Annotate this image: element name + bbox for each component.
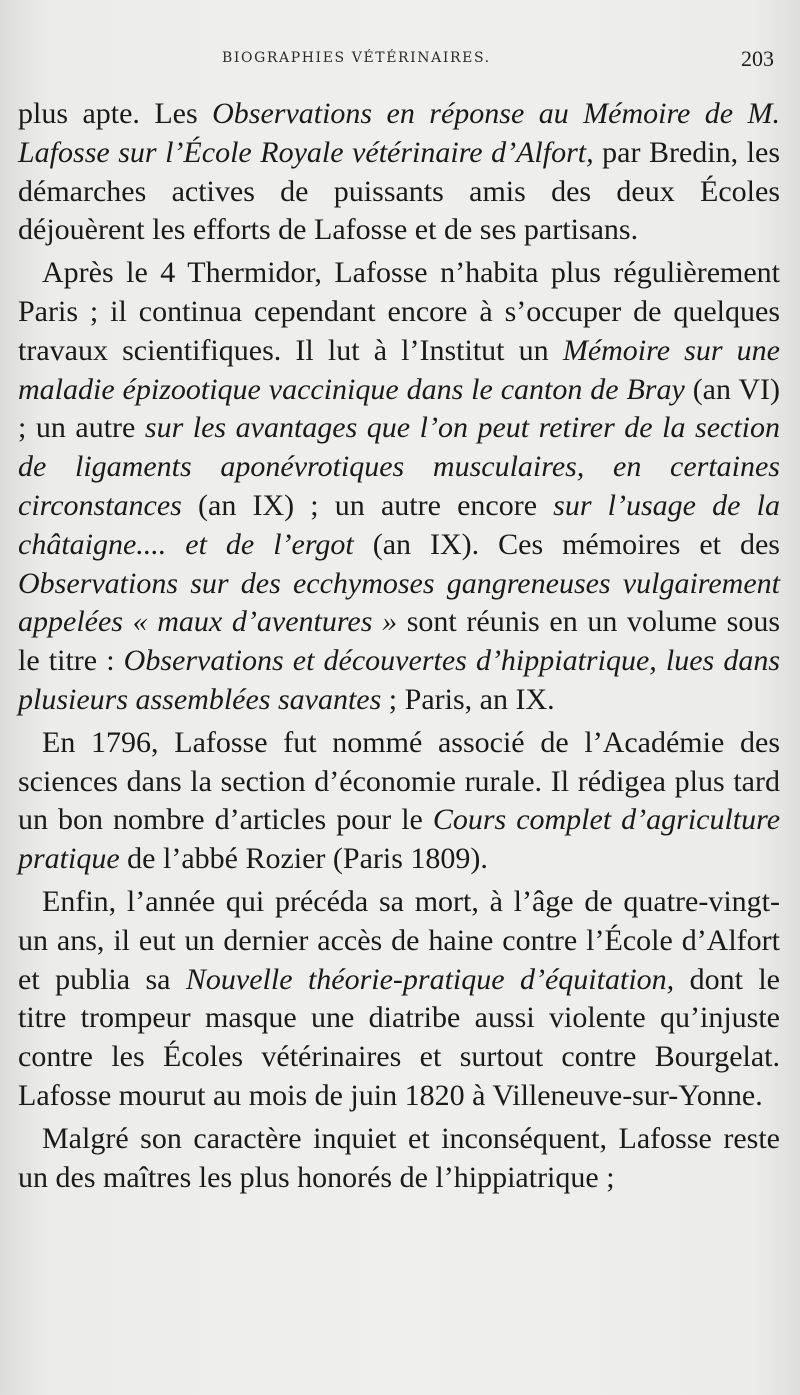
book-page bbox=[18, 0, 780, 1395]
paragraph-5 bbox=[18, 1120, 780, 1198]
paragraph-5-text-a: Malgré son caractère inquiet et inconséquent, Lafosse reste un des maîtres les plus honorés de l’hippiatrique ; bbox=[18, 1121, 780, 1194]
paragraph-2-text-i: sont réunis en un volume sous le titre : bbox=[18, 605, 780, 678]
paragraph-3-text-c: de l’abbé Rozier (Paris 1809). bbox=[119, 842, 488, 876]
body-text bbox=[18, 95, 780, 1197]
paragraph-2-text-k: ; Paris, an IX. bbox=[381, 682, 555, 716]
paragraph-2-text-e: (an IX) ; un autre encore bbox=[181, 488, 554, 522]
paragraph-2 bbox=[18, 254, 780, 720]
paragraph-4-italic-theorie: Nouvelle théorie-pratique d’équitation, bbox=[185, 962, 675, 996]
paragraph-2-italic-memoire: Mémoire sur une maladie épizootique vaccinique dans le canton de Bray bbox=[18, 333, 780, 406]
paragraph-3-italic-cours: Cours complet d’agriculture pratique bbox=[18, 803, 781, 876]
paragraph-2-italic-chataigne: sur l’usage de la châtaigne.... et de l’ergot bbox=[18, 488, 780, 561]
paragraph-1 bbox=[18, 95, 780, 250]
paragraph-2-text-a: Après le 4 Thermidor, Lafosse n’habita plus régulièrement Paris ; il continua cependant encore à s’occuper de quelques travaux scientifiques. Il lut à l’Institut un bbox=[18, 256, 780, 367]
paragraph-4-text-a: Enfin, l’année qui précéda sa mort, à l’âge de quatre-vingt-un ans, il eut un dernier accès de haine contre l’École d’Alfort et publia sa bbox=[18, 884, 780, 996]
paragraph-1-italic-title: Observations en réponse au Mémoire de M. Lafosse sur l’École Royale vétérinaire d’Alfort, bbox=[18, 97, 780, 169]
paragraph-3-text-a: En 1796, Lafosse fut nommé associé de l’Académie des sciences dans la section d’économie rurale. Il rédigea plus tard un bon nombre d’articles pour le bbox=[18, 725, 780, 837]
paragraph-3 bbox=[18, 724, 780, 879]
paragraph-2-text-g: (an IX). Ces mémoires et des bbox=[353, 527, 780, 561]
running-title: BIOGRAPHIES VÉTÉRINAIRES. bbox=[222, 50, 491, 66]
paragraph-2-italic-observations: Observations sur des ecchymoses gangreneuses vulgairement appelées « maux d’aventures » bbox=[18, 566, 780, 639]
page-number: 203 bbox=[741, 46, 774, 71]
running-head bbox=[18, 46, 780, 76]
paragraph-4-text-c: dont le titre trompeur masque une diatribe aussi violente qu’injuste contre les Écoles vétérinaires et surtout contre Bourgelat. Lafosse mourut au mois de juin 1820 à Villeneuve-sur-Yonne. bbox=[18, 962, 780, 1112]
paragraph-2-italic-avantages: sur les avantages que l’on peut retirer de la section de ligaments aponévrotiques musculaires, en certaines circonstances bbox=[18, 411, 780, 522]
paragraph-1-text-a: plus apte. Les bbox=[18, 97, 213, 130]
paragraph-2-text-c: (an VI) ; un autre bbox=[18, 372, 781, 445]
paragraph-1-text-c: par Bredin, les démarches actives de puissants amis des deux Écoles déjouèrent les efforts de Lafosse et de ses partisans. bbox=[18, 135, 780, 247]
paragraph-2-italic-hippiatrique: Observations et découvertes d’hippiatrique, lues dans plusieurs assemblées savantes bbox=[18, 644, 780, 716]
paragraph-4 bbox=[18, 883, 780, 1116]
